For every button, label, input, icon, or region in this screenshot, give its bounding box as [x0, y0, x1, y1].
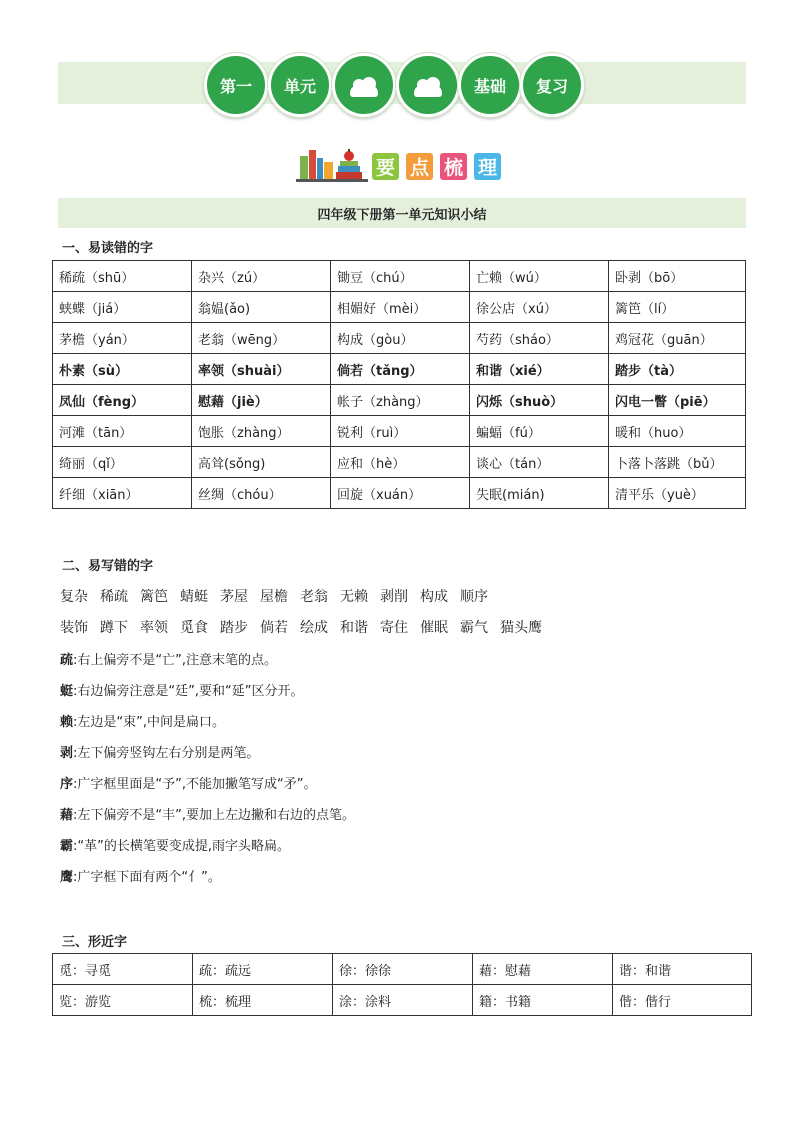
table-cell: 谐：和谐 [613, 954, 752, 985]
table-cell: 闪电一瞥（piē） [609, 385, 746, 416]
word: 屋檐 [260, 589, 288, 605]
word: 率领 [140, 620, 168, 636]
note-text: :左下偏旁不是“丰”,要加上左边撇和右边的点笔。 [73, 808, 355, 823]
note-line [60, 649, 277, 668]
table-cell: 凤仙（fèng） [53, 385, 192, 416]
note-char: 霸 [60, 839, 74, 854]
table-cell: 卧剥（bō） [609, 261, 746, 292]
table-cell: 锄豆（chú） [331, 261, 470, 292]
table-cell: 芍药（sháo） [470, 323, 609, 354]
word-list-1 [60, 586, 500, 606]
table-row [53, 416, 746, 447]
table-row [53, 354, 746, 385]
table-cell: 闪烁（shuò） [470, 385, 609, 416]
table-cell: 老翁（wēng） [192, 323, 331, 354]
section1-heading: 一、易读错的字 [62, 241, 154, 256]
word: 觅食 [180, 620, 208, 636]
word: 剥削 [380, 589, 408, 605]
table-cell: 鸡冠花（guān） [609, 323, 746, 354]
note-text: :右上偏旁不是“亡”,注意末笔的点。 [73, 653, 277, 668]
section3-heading: 三、形近字 [62, 935, 128, 950]
table-cell: 应和（hè） [331, 447, 470, 478]
word-list-2 [60, 617, 554, 637]
header-bubble-1 [204, 53, 268, 117]
word: 无赖 [340, 589, 368, 605]
header-bubble-text: 复习 [535, 76, 568, 96]
word: 稀疏 [100, 589, 128, 605]
table-cell: 徐：徐徐 [333, 954, 473, 985]
note-text: :右边偏旁注意是“廷”,要和“延”区分开。 [73, 684, 304, 699]
table-cell: 杂兴（zú） [192, 261, 331, 292]
header-bubble-5 [458, 53, 522, 117]
note-text: :左下偏旁竖钩左右分别是两笔。 [73, 746, 260, 761]
table-row [53, 478, 746, 509]
misread-table [52, 260, 746, 509]
note-line [60, 835, 290, 854]
table-row [53, 261, 746, 292]
table-cell: 卜落卜落跳（bǔ） [609, 447, 746, 478]
word: 蹲下 [100, 620, 128, 636]
table-cell: 河滩（tān） [53, 416, 192, 447]
word: 霸气 [460, 620, 488, 636]
table-cell: 朴素（sù） [53, 354, 192, 385]
word: 和谐 [340, 620, 368, 636]
table-cell: 暖和（huo） [609, 416, 746, 447]
word: 顺序 [460, 589, 488, 605]
similar-chars-table [52, 953, 752, 1016]
word: 倘若 [260, 620, 288, 636]
header-bubble-text: 基础 [473, 76, 506, 96]
note-line [60, 804, 355, 823]
table-cell: 藉：慰藉 [473, 954, 613, 985]
table-cell: 徐公店（xú） [470, 292, 609, 323]
table-cell: 翁媪(ǎo) [192, 292, 331, 323]
table-cell: 和谐（xié） [470, 354, 609, 385]
table-row [53, 447, 746, 478]
table-cell: 茅檐（yán） [53, 323, 192, 354]
table-row [53, 985, 752, 1016]
logo-tile-4: 理 [474, 153, 501, 180]
header-bubble-text: 第一 [219, 76, 252, 96]
table-row [53, 385, 746, 416]
header-bubble-6 [520, 53, 584, 117]
table-cell: 踏步（tà） [609, 354, 746, 385]
table-cell: 谈心（tán） [470, 447, 609, 478]
table-cell: 觅：寻觅 [53, 954, 193, 985]
table-cell: 倘若（tǎng） [331, 354, 470, 385]
section2-heading: 二、易写错的字 [62, 559, 154, 574]
cloud-icon [350, 85, 378, 97]
table-row [53, 323, 746, 354]
word: 催眠 [420, 620, 448, 636]
table-cell: 涂：涂料 [333, 985, 473, 1016]
table-row [53, 954, 752, 985]
table-cell: 率领（shuài） [192, 354, 331, 385]
note-char: 序 [60, 777, 74, 792]
books-icon [296, 148, 368, 182]
word: 踏步 [220, 620, 248, 636]
word: 老翁 [300, 589, 328, 605]
word: 茅屋 [220, 589, 248, 605]
table-cell: 相媚好（mèi） [331, 292, 470, 323]
note-char: 鹰 [60, 870, 74, 885]
word: 篱笆 [140, 589, 168, 605]
note-line [60, 773, 316, 792]
table-cell: 绮丽（qǐ） [53, 447, 192, 478]
note-char: 赖 [60, 715, 74, 730]
table-cell: 览：游览 [53, 985, 193, 1016]
table-cell: 丝绸（chóu） [192, 478, 331, 509]
note-text: :左边是“束”,中间是扁口。 [73, 715, 225, 730]
table-cell: 慰藉（jiè） [192, 385, 331, 416]
word: 装饰 [60, 620, 88, 636]
table-cell: 饱胀（zhàng） [192, 416, 331, 447]
note-text: :广字框下面有两个“亻”。 [73, 870, 221, 885]
table-cell: 偕：偕行 [613, 985, 752, 1016]
note-line [60, 711, 225, 730]
table-cell: 篱笆（lí） [609, 292, 746, 323]
header-bubble-2 [268, 53, 332, 117]
table-row [53, 292, 746, 323]
logo-tile-2: 点 [406, 153, 433, 180]
table-cell: 纤细（xiān） [53, 478, 192, 509]
header-bubble-4 [396, 53, 460, 117]
logo-tile-1: 要 [372, 153, 399, 180]
table-cell: 清平乐（yuè） [609, 478, 746, 509]
logo-tile-3: 梳 [440, 153, 467, 180]
table-cell: 蛱蝶（jiá） [53, 292, 192, 323]
table-cell: 失眠(mián) [470, 478, 609, 509]
table-cell: 构成（gòu） [331, 323, 470, 354]
note-char: 剥 [60, 746, 74, 761]
table-cell: 稀疏（shū） [53, 261, 192, 292]
note-line [60, 742, 259, 761]
table-cell: 疏：疏远 [193, 954, 333, 985]
page-title: 四年级下册第一单元知识小结 [58, 198, 746, 228]
word: 构成 [420, 589, 448, 605]
table-cell: 籍：书籍 [473, 985, 613, 1016]
table-cell: 高耸(sǒng) [192, 447, 331, 478]
word: 寄住 [380, 620, 408, 636]
word: 猫头鹰 [500, 620, 542, 636]
table-cell: 蝙蝠（fú） [470, 416, 609, 447]
header-bubble-text: 单元 [283, 76, 316, 96]
note-line [60, 680, 303, 699]
cloud-icon [414, 85, 442, 97]
note-text: :“革”的长横笔要变成提,雨字头略扁。 [73, 839, 290, 854]
note-line [60, 866, 221, 885]
word: 复杂 [60, 589, 88, 605]
table-cell: 梳：梳理 [193, 985, 333, 1016]
table-cell: 亡赖（wú） [470, 261, 609, 292]
word: 蜻蜓 [180, 589, 208, 605]
note-char: 蜓 [60, 684, 74, 699]
table-cell: 帐子（zhàng） [331, 385, 470, 416]
table-cell: 回旋（xuán） [331, 478, 470, 509]
table-cell: 锐利（ruì） [331, 416, 470, 447]
note-text: :广字框里面是“予”,不能加撇笔写成“矛”。 [73, 777, 317, 792]
note-char: 藉 [60, 808, 74, 823]
note-char: 疏 [60, 653, 74, 668]
header-bubble-3 [332, 53, 396, 117]
word: 绘成 [300, 620, 328, 636]
